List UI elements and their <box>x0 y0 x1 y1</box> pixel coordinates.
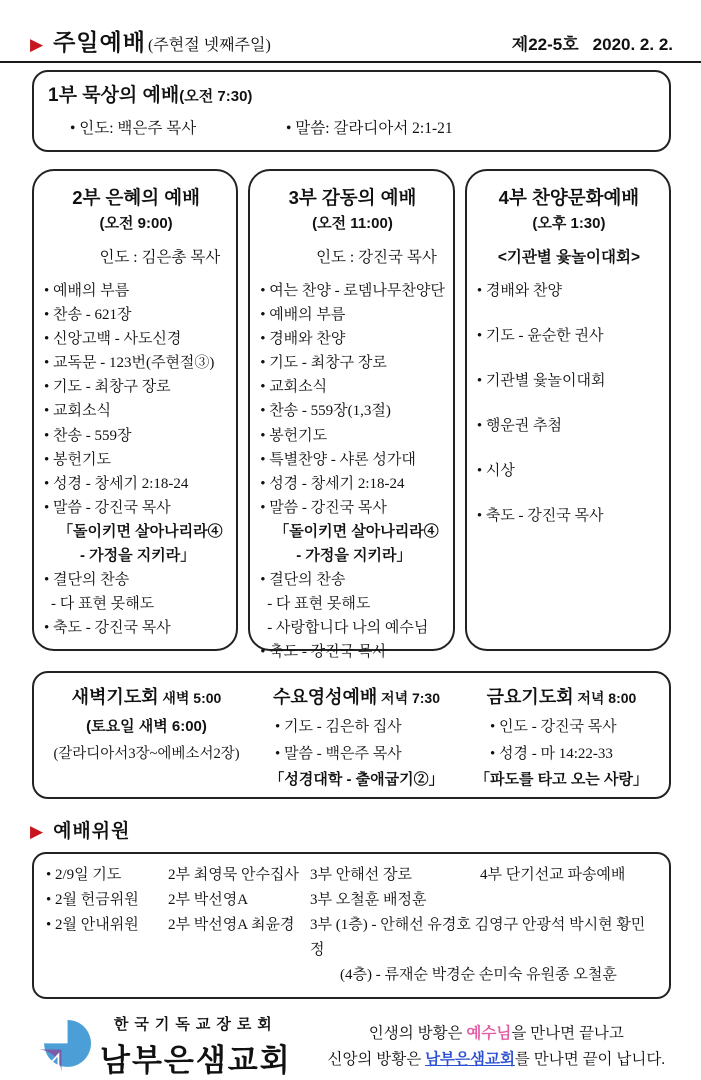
church-name: 남부은샘교회 <box>100 1043 292 1078</box>
order-item: • 성경 - 창세기 2:18-24 <box>260 475 405 492</box>
committee-cell: 2부 최영묵 안수집사 <box>168 867 299 883</box>
order-item: - 다 표현 못해도 <box>51 596 155 613</box>
service-2-order-list <box>44 279 228 640</box>
slogan-highlight-church: 남부은샘교회 <box>425 1050 515 1068</box>
order-item: • 찬송 - 621장 <box>44 307 132 324</box>
order-item: • 봉헌기도 <box>260 427 328 444</box>
slogan-highlight-jesus: 예수님 <box>466 1024 512 1042</box>
service-4-event: <기관별 윷놀이대회> <box>497 249 641 266</box>
church-slogan <box>320 1021 673 1073</box>
order-item: - 가정을 지키라」 <box>296 547 412 565</box>
order-item: • 기도 - 윤순한 권사 <box>476 328 604 345</box>
service-4-box <box>465 169 671 651</box>
committee-cell: • 2월 안내위원 <box>46 917 139 933</box>
friday-prayer-time: 저녁 8:00 <box>577 690 637 706</box>
order-item: • 신앙고백 - 사도신경 <box>44 331 182 348</box>
service-2-time: (오전 9:00) <box>99 215 173 232</box>
service-1-title: 1부 묵상의 예배 <box>48 85 180 106</box>
service-4-title: 4부 찬양문화예배 <box>498 187 640 208</box>
order-item: 「돌이키면 살아나리라④ <box>274 522 439 540</box>
dawn-prayer-time: 새벽 5:00 <box>162 690 222 706</box>
committee-box <box>32 852 671 999</box>
weekly-meetings-box <box>32 671 671 799</box>
wednesday-service-time: 저녁 7:30 <box>381 690 441 706</box>
footer <box>36 1013 673 1080</box>
friday-prayer-title: 금요기도회 <box>486 687 574 707</box>
order-item: • 경배와 찬양 <box>476 283 563 299</box>
dawn-prayer-reading: (갈라디아서3장~에베소서2장) <box>53 746 240 762</box>
order-item: • 교독문 - 123번(주현절③) <box>44 355 215 372</box>
order-item: • 시상 <box>476 463 515 480</box>
committee-cell: • 2월 헌금위원 <box>46 892 139 908</box>
slogan-text: 을 만나면 끝나고 <box>511 1024 624 1042</box>
committee-heading-row <box>30 816 701 843</box>
committee-cell: • 2/9일 기도 <box>46 867 122 883</box>
service-1-scripture: • 말씀: 갈라디아서 2:1-21 <box>286 120 453 137</box>
denomination-name: 한국기독교장로회 <box>113 1016 278 1033</box>
service-2-box <box>32 169 238 651</box>
order-item: • 축도 - 강진국 목사 <box>260 644 387 661</box>
committee-cell <box>310 913 655 988</box>
wednesday-sermon-series: 「성경대학 - 출애굽기②」 <box>269 771 444 788</box>
church-logo-icon <box>36 1018 92 1076</box>
service-3-title: 3부 감동의 예배 <box>288 187 417 208</box>
issue-number: 제22-5호 <box>511 35 579 54</box>
order-item: • 예배의 부름 <box>44 283 130 299</box>
slogan-text: 인생의 방황은 <box>368 1024 467 1042</box>
header-divider <box>0 61 701 63</box>
order-item: - 다 표현 못해도 <box>267 596 371 613</box>
bulletin-header <box>0 0 701 57</box>
order-item: • 기도 - 최창구 장로 <box>44 379 171 396</box>
slogan-text: 신앙의 방황은 <box>327 1050 426 1068</box>
order-item: • 여는 찬양 - 로뎀나무찬양단 <box>260 283 445 299</box>
order-item: • 기관별 윷놀이대회 <box>476 373 606 390</box>
order-item: 「돌이키면 살아나리라④ <box>58 522 223 540</box>
church-logo <box>36 1013 292 1080</box>
order-item: • 말씀 - 강진국 목사 <box>44 499 171 516</box>
committee-cell: 2부 박선영A 최윤경 <box>168 917 295 933</box>
order-item: • 봉헌기도 <box>44 451 111 468</box>
committee-cell <box>480 888 655 913</box>
order-item: • 교회소식 <box>260 379 328 396</box>
slogan-text: 를 만나면 끝이 납니다. <box>514 1050 666 1068</box>
committee-cell: 3부 오철훈 배정훈 <box>310 892 427 908</box>
service-4-time: (오후 1:30) <box>532 215 606 232</box>
ushers-floor4: (4층) - 류재순 박경순 손미숙 유원종 오철훈 <box>340 967 617 983</box>
service-2-leader: 인도 : 김은총 목사 <box>99 249 221 266</box>
order-item: • 결단의 찬송 <box>260 572 346 589</box>
service-3-time: (오전 11:00) <box>312 215 393 232</box>
friday-sermon-title: 「파도를 타고 오는 사랑」 <box>475 771 648 788</box>
order-item: - 가정을 지키라」 <box>80 547 196 565</box>
committee-cell: 3부 안해선 장로 <box>310 867 412 883</box>
committee-heading: 예배위원 <box>53 821 131 842</box>
order-item: • 축도 - 강진국 목사 <box>44 620 171 637</box>
order-item: • 말씀 - 강진국 목사 <box>260 499 387 516</box>
meeting-item: • 기도 - 김은하 집사 <box>275 719 402 735</box>
meeting-item: • 인도 - 강진국 목사 <box>490 719 617 735</box>
order-item: - 사랑합니다 나의 예수님 <box>267 620 429 637</box>
committee-row <box>46 913 655 988</box>
service-3-order-list <box>260 279 445 665</box>
committee-row <box>46 888 655 913</box>
order-item: • 특별찬양 - 샤론 성가대 <box>260 451 416 468</box>
red-arrow-icon: ▶ <box>30 822 44 841</box>
order-item: • 축도 - 강진국 목사 <box>476 508 604 525</box>
service-4-order-list <box>477 279 661 529</box>
order-item: • 기도 - 최창구 장로 <box>260 355 387 372</box>
order-item: • 찬송 - 559장(1,3절) <box>260 403 391 420</box>
wednesday-service-column <box>249 683 464 789</box>
committee-cell: 4부 단기선교 파송예배 <box>480 867 626 883</box>
order-item: • 찬송 - 559장 <box>44 427 132 444</box>
order-item: • 예배의 부름 <box>260 307 346 324</box>
order-item: • 행운권 추첨 <box>476 418 563 435</box>
meeting-item: • 말씀 - 백은주 목사 <box>275 746 402 762</box>
committee-cell: 2부 박선영A <box>168 892 249 908</box>
meeting-item: • 성경 - 마 14:22-33 <box>490 746 613 762</box>
service-1-leader: • 인도: 백은주 목사 <box>70 120 197 137</box>
order-item: • 결단의 찬송 <box>44 572 130 589</box>
service-1-box <box>32 70 671 152</box>
red-arrow-icon: ▶ <box>30 35 44 54</box>
order-item: • 경배와 찬양 <box>260 331 346 348</box>
wednesday-service-title: 수요영성예배 <box>272 687 378 707</box>
service-3-box <box>248 169 455 661</box>
friday-prayer-column <box>464 683 659 789</box>
dawn-prayer-column <box>44 683 249 789</box>
order-item: • 교회소식 <box>44 403 111 420</box>
order-item: • 성경 - 창세기 2:18-24 <box>44 475 189 492</box>
service-2-title: 2부 은혜의 예배 <box>72 187 200 208</box>
committee-row <box>46 863 655 888</box>
issue-date: 2020. 2. 2. <box>592 35 673 54</box>
service-columns <box>32 169 671 661</box>
ushers-floor1: 3부 (1층) - 안해선 유경호 김영구 안광석 박시현 황민정 <box>310 917 646 958</box>
service-3-leader: 인도 : 강진국 목사 <box>316 249 437 266</box>
dawn-prayer-saturday: (토요일 새벽 6:00) <box>86 718 207 735</box>
page-title: 주일예배 <box>53 29 146 55</box>
dawn-prayer-title: 새벽기도회 <box>71 687 159 707</box>
page-subtitle: (주현절 넷째주일) <box>147 37 271 54</box>
service-1-time: (오전 7:30) <box>179 88 253 105</box>
